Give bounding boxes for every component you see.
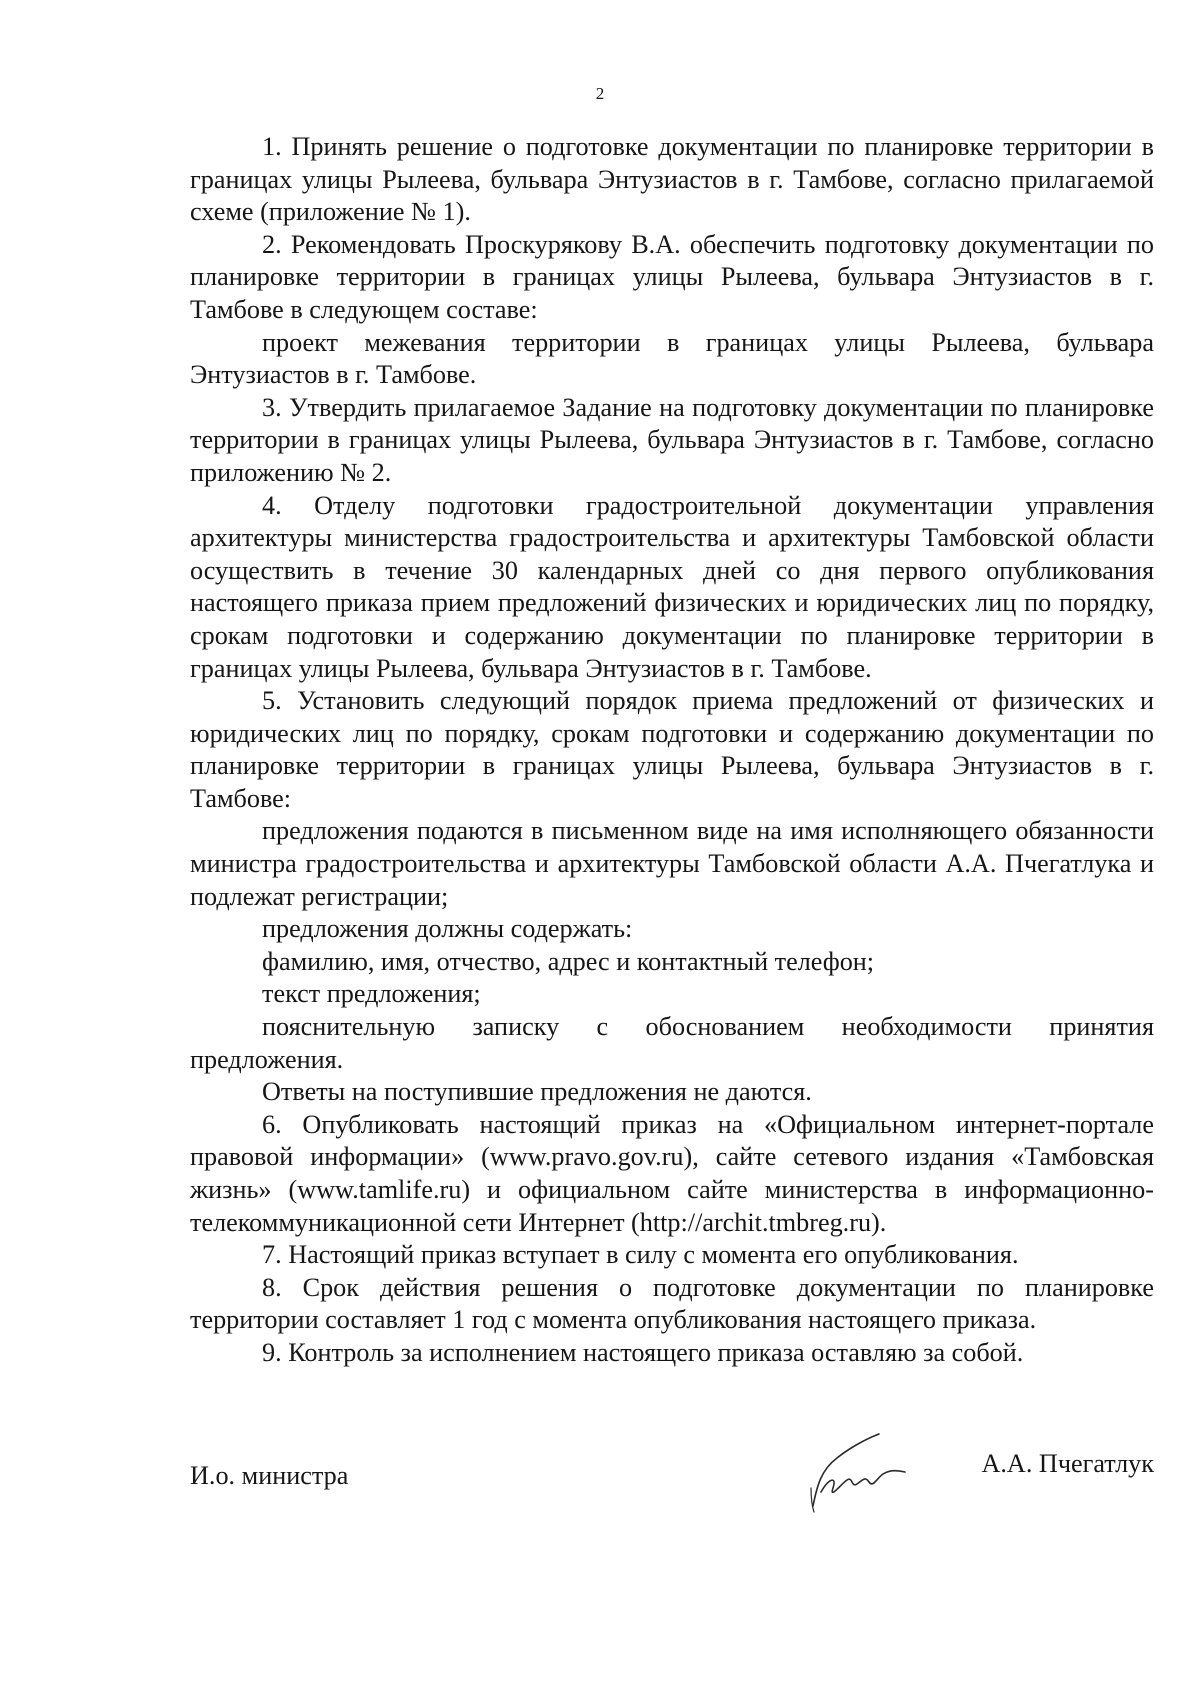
paragraph-8: 8. Срок действия решения о подготовке документации по планировке территории составляет 1 год с момента опубликования настоящего приказа. [190,1272,1154,1335]
paragraph-4: 4. Отделу подготовки градостроительной документации управления архитектуры министерства градостроительства и архитектуры Тамбовской области осуществить в течение 30 календарных дней со дня первого опубликования настоящего приказа прием предложений физических и юридических лиц по порядку, срокам подготовки и содержанию документации по планировке территории в границах улицы Рылеева, бульвара Энтузиастов в г. Тамбове. [190,490,1154,683]
paragraph-9: 9. Контроль за исполнением настоящего приказа оставляю за собой. [262,1337,1024,1367]
signer-position: И.о. министра [190,1461,349,1490]
paragraph-5-answers: Ответы на поступившие предложения не даются. [262,1077,812,1107]
paragraph-5-contents-text: текст предложения; [262,979,481,1009]
paragraph-5-submission: предложения подаются в письменном виде на имя исполняющего обязанности министра градостроительства и архитектуры Тамбовской области А.А. Пчегатлука и подлежат регистрации; [190,816,1154,911]
document-body [190,131,1154,1370]
paragraph-5: 5. Установить следующий порядок приема предложений от физических и юридических лиц по порядку, срокам подготовки и содержанию документации по планировке территории в границах улицы Рылеева, бульвара Энтузиастов в г. Тамбове: [190,686,1154,813]
paragraph-5-contents-note: пояснительную записку с обоснованием необходимости принятия предложения. [190,1012,1154,1074]
paragraph-5-contents-name: фамилию, имя, отчество, адрес и контактный телефон; [262,946,875,976]
signer-name: А.А. Пчегатлук [981,1449,1154,1478]
paragraph-6: 6. Опубликовать настоящий приказ на «Официальном интернет-портале правовой информации» (www.pravo.gov.ru), сайте сетевого издания «Тамбовская жизнь» (www.tamlife.ru) и официальном сайте министерства в информационно-телекоммуникационной сети Интернет (http://archit.tmbreg.ru). [190,1109,1154,1237]
paragraph-3: 3. Утвердить прилагаемое Задание на подготовку документации по планировке территории в границах улицы Рылеева, бульвара Энтузиастов в г. Тамбове, согласно приложению № 2. [190,392,1154,487]
paragraph-7: 7. Настоящий приказ вступает в силу с момента его опубликования. [262,1240,1019,1270]
page-number: 2 [595,84,605,103]
handwritten-signature-icon [807,1426,917,1516]
signature-block [190,1432,1154,1522]
paragraph-2-item: проект межевания территории в границах улицы Рылеева, бульвара Энтузиастов в г. Тамбове. [190,327,1154,390]
paragraph-5-contents-intro: предложения должны содержать: [262,914,633,944]
paragraph-1: 1. Принять решение о подготовке документации по планировке территории в границах улицы Рылеева, бульвара Энтузиастов в г. Тамбове, согласно прилагаемой схеме (приложение № 1). [190,132,1154,227]
paragraph-2: 2. Рекомендовать Проскурякову В.А. обеспечить подготовку документации по планировке территории в границах улицы Рылеева, бульвара Энтузиастов в г. Тамбове в следующем составе: [190,229,1154,324]
